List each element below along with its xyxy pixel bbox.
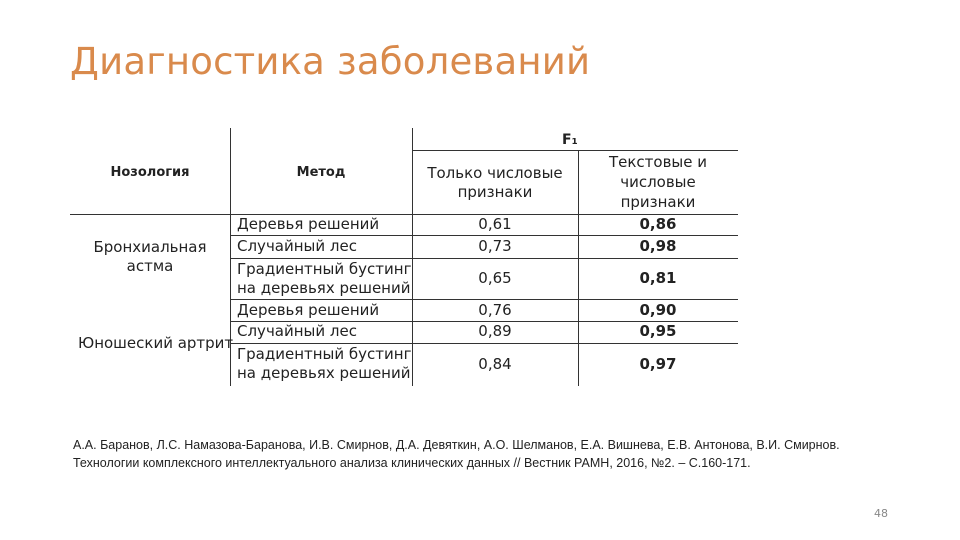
numeric-value: 0,61 <box>478 215 512 233</box>
header-f1: F₁ <box>562 132 578 148</box>
nosology-line: Бронхиальная <box>93 238 207 256</box>
header-numeric-only <box>412 164 578 202</box>
nosology-line: астма <box>126 257 174 275</box>
page-number: 48 <box>874 507 888 520</box>
header-method: Метод <box>296 165 346 180</box>
header-line: числовые <box>620 173 696 191</box>
text-numeric-value: 0,98 <box>639 237 677 255</box>
nosology-cell <box>70 238 230 276</box>
slide-title: Диагностика заболеваний <box>70 40 591 83</box>
table-divider <box>70 214 738 215</box>
method-cell <box>237 345 411 383</box>
method-cell: Случайный лес <box>237 322 357 340</box>
header-line: Текстовые и <box>608 153 708 171</box>
numeric-value: 0,84 <box>478 355 512 373</box>
text-numeric-value: 0,97 <box>639 355 677 373</box>
method-line: на деревьях решений <box>237 364 411 382</box>
table-divider <box>230 343 738 344</box>
citation-text: А.А. Баранов, Л.С. Намазова-Баранова, И.В. Смирнов, Д.А. Девяткин, А.О. Шелманов, Е.А. Вишнева, Е.В. Антонова, В.И. Смирнов. Технологии комплексного интеллектуального анализа клинических данных // Вестник РАМН, 2016, №2. – С.160-171. <box>73 438 840 470</box>
text-numeric-value: 0,81 <box>639 269 677 287</box>
numeric-value: 0,65 <box>478 269 512 287</box>
header-line: Только числовые <box>427 164 563 182</box>
text-numeric-value: 0,90 <box>639 301 677 319</box>
table-divider <box>412 150 738 151</box>
header-line: признаки <box>457 183 533 201</box>
method-line: Градиентный бустинг <box>237 260 412 278</box>
numeric-value: 0,73 <box>478 237 512 255</box>
table-divider <box>230 258 738 259</box>
header-nosology: Нозология <box>110 165 190 180</box>
header-text-and-numeric <box>578 152 738 212</box>
method-cell: Деревья решений <box>237 301 380 319</box>
numeric-value: 0,89 <box>478 322 512 340</box>
text-numeric-value: 0,86 <box>639 215 677 233</box>
method-line: на деревьях решений <box>237 279 411 297</box>
results-table <box>70 128 738 388</box>
method-line: Градиентный бустинг <box>237 345 412 363</box>
table-divider <box>230 235 738 236</box>
table-divider <box>230 299 738 300</box>
text-numeric-value: 0,95 <box>639 322 677 340</box>
method-cell <box>237 260 411 298</box>
nosology-cell: Юношеский артрит <box>78 334 234 352</box>
header-line: признаки <box>620 193 696 211</box>
numeric-value: 0,76 <box>478 301 512 319</box>
method-cell: Случайный лес <box>237 237 357 255</box>
method-cell: Деревья решений <box>237 215 380 233</box>
